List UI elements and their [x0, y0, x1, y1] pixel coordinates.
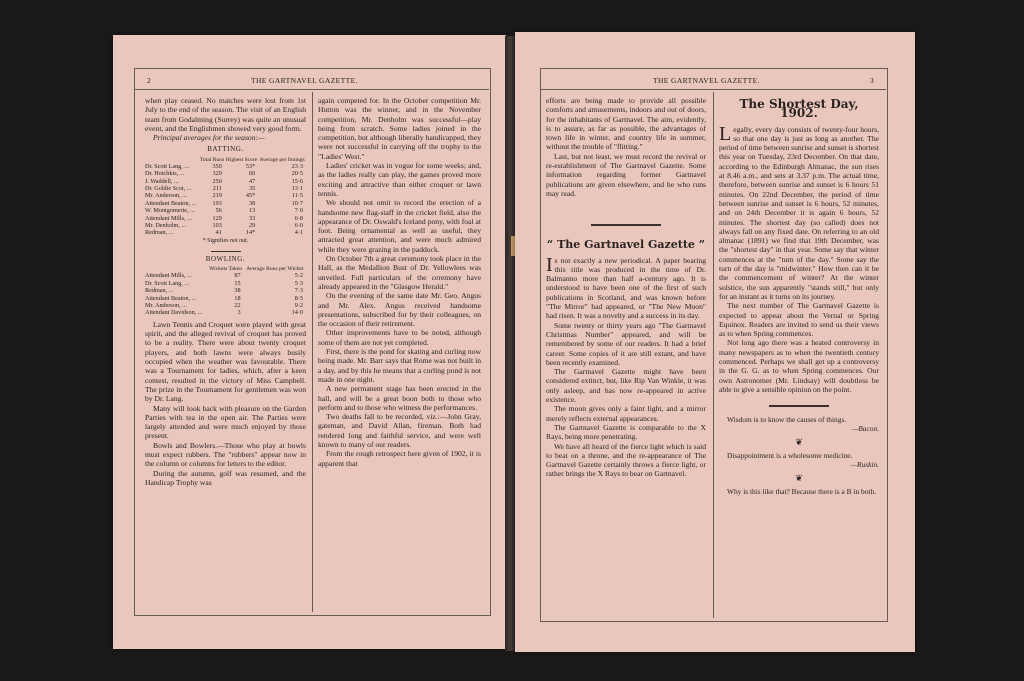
- batting-average: 11·5: [291, 192, 303, 200]
- quote: Wisdom is to know the causes of things.: [727, 415, 847, 425]
- batting-note: * Signifies not out.: [202, 237, 249, 244]
- highest-score: 29: [248, 222, 256, 230]
- left-page: [113, 35, 506, 649]
- left-running-head: THE GARTNAVEL GAZETTE.: [251, 76, 358, 85]
- highest-score: 38: [248, 199, 256, 207]
- paragraph: again competed for. In the October competition Mr. Hutton was the winner, and in the November competition, Mr. Denholm was successful—play being from scratch. Some ladies joined in the competition, but although liberally handicapped, they were not successful in carrying off the trophy to the "Ladies' West.": [318, 96, 481, 161]
- bowling-average: 5·2: [294, 272, 303, 280]
- batting-average: 13·1: [291, 185, 303, 192]
- table-row: [145, 163, 306, 170]
- player-name: J. Waddell, ...: [145, 177, 179, 185]
- right-column-rule: [713, 92, 714, 618]
- player-name: Dr. Scott Lang, ...: [145, 279, 189, 287]
- wickets-taken: 38: [234, 287, 241, 295]
- wickets-taken: 87: [234, 272, 241, 280]
- player-name: Dr. Hotchkis, ...: [145, 170, 185, 178]
- left-column-1: [145, 96, 306, 610]
- paragraph-text: s not exactly a new periodical. A paper bearing this title was produced in the time of Dr. Balmanno more than half a-century ago. It is understood to have been one of the first of such publications in Scotland, and was known before "The Mirror" had appeared, or "The New Moon" had risen. It was a novelty and a success in its day.: [546, 255, 706, 321]
- player-name: Dr. Scott Lang, ...: [145, 162, 189, 170]
- batting-average: 4·1: [294, 229, 303, 237]
- player-name: Attendant Mills, ...: [145, 272, 192, 280]
- ornament-icon: ❦: [795, 437, 803, 448]
- player-name: W. Montgomerie, ...: [145, 207, 195, 215]
- table-header: Wickets Taken: [209, 266, 243, 273]
- left-page-number: 2: [147, 76, 152, 85]
- table-row: [145, 192, 306, 199]
- wickets-taken: 18: [234, 294, 241, 302]
- paragraph: From the rough retrospect here given of 1902, it is apparent that: [318, 449, 481, 468]
- divider: [769, 405, 829, 407]
- paragraph: efforts are being made to provide all possible comforts and amusements, indoors and out of doors, for the inhabitants of Gartnavel. The aim, evidently, is to assure, as far as possible, the advantages of town life in winter, and country life in summer, without the trouble of "flitting.": [546, 96, 706, 152]
- total-runs: 129: [212, 214, 222, 222]
- paragraph: During the autumn, golf was resumed, and the Handicap Trophy was: [145, 468, 306, 487]
- highest-score: 45*: [245, 192, 256, 200]
- paragraph: Ladies' cricket was in vogue for some weeks; and, as the ladies really can play, the games proved more exciting and attractive than either croquet or lawn tennis.: [318, 161, 481, 198]
- table-row: [145, 272, 306, 279]
- paragraph: Principal averages for the season:—: [153, 133, 265, 143]
- paragraph: The Gartnavel Gazette is comparable to the X Rays, being more penetrating.: [546, 422, 706, 442]
- player-name: Mr. Anderson, ...: [145, 192, 187, 200]
- table-row: [145, 280, 306, 287]
- wickets-taken: 22: [234, 302, 241, 310]
- table-header: Total Runs: [199, 156, 225, 163]
- player-name: Mr. Anderson, ...: [145, 302, 187, 310]
- total-runs: 250: [212, 177, 222, 185]
- paragraph: [546, 253, 706, 321]
- table-row: [145, 200, 306, 207]
- highest-score: 47: [248, 177, 256, 185]
- right-running-head: THE GARTNAVEL GAZETTE.: [653, 76, 760, 85]
- paragraph: Some twenty or thirty years ago "The Gartnavel Christmas Number" appeared, and will be remembered by some of our readers. It had a brief career. Some copies of it are still extant, and have been recently examined.: [546, 320, 706, 367]
- wickets-taken: 15: [234, 279, 241, 287]
- highest-score: 60: [248, 170, 256, 178]
- player-name: Redman, ...: [145, 287, 174, 295]
- left-column-rule: [312, 92, 313, 612]
- bowling-average: 8·5: [294, 294, 303, 302]
- bowling-average: 14·0: [291, 309, 303, 317]
- ornament-icon: ❦: [795, 473, 803, 484]
- highest-score: 13: [248, 207, 256, 215]
- total-runs: 41: [215, 229, 222, 237]
- paragraph: A new permanent stage has been erected in the hall, and will be a great boon both to those who perform and to those who witness the performances.: [318, 384, 481, 412]
- quote: Why is this like that? Because there is a B in both.: [727, 487, 877, 497]
- drop-cap: I: [546, 253, 553, 276]
- quote-attribution: —Bacon.: [851, 424, 879, 434]
- paragraph: Other improvements have to be noted, although some of them are not yet completed.: [318, 328, 481, 347]
- table-row: [145, 295, 306, 302]
- table-row: [145, 215, 306, 222]
- bowling-average: 9·2: [294, 302, 303, 310]
- highest-score: 33: [248, 214, 256, 222]
- total-runs: 103: [212, 222, 222, 230]
- batting-table: [145, 157, 306, 237]
- bowling-table: [145, 266, 306, 316]
- table-row: [145, 178, 306, 185]
- paragraph: On October 7th a great ceremony took place in the Hall, as the Medallion Bust of Dr. Yellowlees was unveiled. Full particulars of the ceremony have already appeared in the "Glasgow Herald.": [318, 254, 481, 291]
- bowling-average: 7·3: [294, 287, 303, 295]
- total-runs: 211: [212, 185, 222, 192]
- batting-average: 7·0: [294, 207, 303, 215]
- player-name: Attendant Beaton, ...: [145, 199, 197, 207]
- paragraph: when play ceased. No matches were lost from 1st July to the end of the season. The visit of an English team from Godalming (Surrey) was quite an unusual event, and the Englishmen showed very good form.: [145, 96, 306, 133]
- quote-attribution: —Ruskin.: [850, 460, 879, 470]
- total-runs: 56: [215, 207, 222, 215]
- paragraph: Bowls and Bowlers.—Those who play at bowls must expect rubbers. The "rubbers" appear now in the column or columns for letters to the editor.: [145, 440, 306, 469]
- highest-score: 53*: [245, 162, 256, 170]
- paragraph: Lawn Tennis and Croquet were played with great spirit, and the alleged revival of croquet has proved to be a reality. There were about twenty croquet players, and both lawns were always busily occupied when the weather was favourable. There was a Tournament for ladies, which, after a keen contest, resulted in the victory of Miss Campbell. The prize in the Tournament for gentlemen was won by Dr. Lang.: [145, 319, 306, 404]
- highest-score: 35: [248, 185, 256, 192]
- bowling-title: BOWLING.: [205, 255, 246, 264]
- table-row: [145, 207, 306, 214]
- left-column-2: [318, 96, 481, 610]
- batting-average: 15·6: [291, 177, 303, 185]
- total-runs: 329: [212, 170, 222, 178]
- table-row: [145, 229, 306, 236]
- paragraph: The Gartnavel Gazette might have been considered extinct, but, like Rip Van Winkle, it was only asleep, and has now re-appeared in active existence.: [546, 367, 706, 405]
- divider: [211, 251, 241, 252]
- quote: Disappointment is a wholesome medicine.: [727, 451, 853, 461]
- right-page: [515, 32, 915, 652]
- shortest-day-title: The Shortest Day, 1902.: [739, 97, 859, 121]
- highest-score: 14*: [245, 229, 256, 237]
- table-header: Average Runs per Wicket: [246, 266, 304, 273]
- table-row: [145, 222, 306, 229]
- batting-title: BATTING.: [207, 145, 244, 154]
- table-row: [145, 170, 306, 177]
- paragraph: [719, 122, 879, 302]
- paragraph: Two deaths fall to be recorded, viz.:—John Gray, gateman, and David Allan, fireman. Both had rendered long and faithful service, and were well known to many of our readers.: [318, 412, 481, 449]
- right-column-1: [546, 96, 706, 616]
- player-name: Attendant Davidson, ...: [145, 309, 203, 317]
- total-runs: 350: [212, 162, 222, 170]
- total-runs: 219: [212, 192, 222, 200]
- paragraph: First, there is the pond for skating and curling now being made. Mr. Barr says that Rome was not built in a day, and by this he means that a curling pond is not made in one night.: [318, 347, 481, 384]
- player-name: Redman, ...: [145, 229, 174, 237]
- table-row: [145, 287, 306, 294]
- table-header: Highest Score: [225, 156, 258, 163]
- bowling-average: 5·3: [294, 279, 303, 287]
- batting-average: 10·7: [291, 199, 303, 207]
- player-name: Dr. Goldie Scot, ...: [145, 185, 192, 192]
- paragraph: Many will look back with pleasure on the Garden Parties with tea in the open air. The Parties were largely attended and were much enjoyed by those present.: [145, 403, 306, 441]
- right-head-rule: [540, 89, 886, 90]
- player-name: Attendant Mills, ...: [145, 214, 192, 222]
- player-name: Mr. Denholm, ...: [145, 222, 187, 230]
- total-runs: 193: [212, 199, 222, 207]
- paragraph: The next number of The Gartnavel Gazette is expected to appear about the Vernal or Spring Equinox. Readers are invited to send us their views as to when Spring commences.: [719, 301, 879, 339]
- batting-average: 6·8: [294, 214, 303, 222]
- wickets-taken: 3: [237, 309, 241, 317]
- paragraph: The moon gives only a faint light, and a mirror merely reflects external appearances.: [546, 404, 706, 423]
- right-page-number: 3: [870, 76, 875, 85]
- batting-average: 23·3: [291, 162, 303, 170]
- right-column-2: [719, 96, 879, 616]
- batting-average: 6·0: [294, 222, 303, 230]
- table-row: [145, 185, 306, 192]
- left-head-rule: [134, 89, 489, 90]
- table-row: [145, 309, 306, 316]
- table-row: [145, 302, 306, 309]
- paragraph: We should not omit to record the erection of a handsome new flag-staff in the cricket field, also the appearance of Dr. Oswald's Iceland pony, with foal at foot. Being ornamental as well as useful, they attracted great attention, and were much admired while they were grazing in the paddock.: [318, 198, 481, 254]
- batting-average: 20·5: [291, 170, 303, 178]
- player-name: Attendant Beaton, ...: [145, 294, 197, 302]
- table-header: Average per Innings: [259, 156, 305, 163]
- paragraph: Not long ago there was a heated controversy in many newspapers as to when the twentieth century commenced. Perhaps we shall get up a controversy in the G. G. as to when Spring commences. Our own Astronomer (Mr. Lindsay) will doubtless be able to give a sensible opinion on the point.: [719, 338, 879, 394]
- paragraph: We have all heard of the fierce light which is said to beat on a throne, and the re-appearance of The Gartnavel Gazette certainly throws a fierce light, or rather brings the X Rays to bear on Gartnavel.: [546, 441, 706, 479]
- divider: [591, 224, 661, 226]
- drop-cap: L: [719, 122, 732, 145]
- gazette-title: “ The Gartnavel Gazette ”: [546, 238, 706, 252]
- paragraph: Last, but not least, we must record the revival or re-establishment of The Gartnavel Gazette. Some information regarding former Gartnavel publications are given elsewhere, and he who runs may read.: [546, 151, 706, 198]
- paragraph: On the evening of the same date Mr. Geo. Angus and Mr. Alex. Angus received handsome presentations, subscribed for by their colleagues, on the occasion of their retirement.: [318, 291, 481, 329]
- paragraph-text: egally, every day consists of twenty-four hours, so that one day is just as long as another. The period of time between sunrise and sunset is shortest this year on Tuesday, 23rd December. On that date, according to the Edinburgh Almanac, the sun rises at 8.46 a.m., and sets at 3.37 p.m. The actual time, therefore, between sunrise and sunset is 6 hours 51 minutes. On 22nd December, the period of time between sunrise and sunset is 6 hours, 52 minutes, and on 24th December it is again 6 hours, 52 minutes. The shortest day (so called) does not always fall on any fixed date. On referring to an old almanac (1891) we find that 19th December, was the "shortest day" in that year. Some say that winter commences at the "turn of the day." Some say the turn of the day is "midwinter." How then can it be the commencement of winter? At the winter solstice, the sun apparently "stands still," but only for an instant as it turns on its journey.: [719, 124, 879, 301]
